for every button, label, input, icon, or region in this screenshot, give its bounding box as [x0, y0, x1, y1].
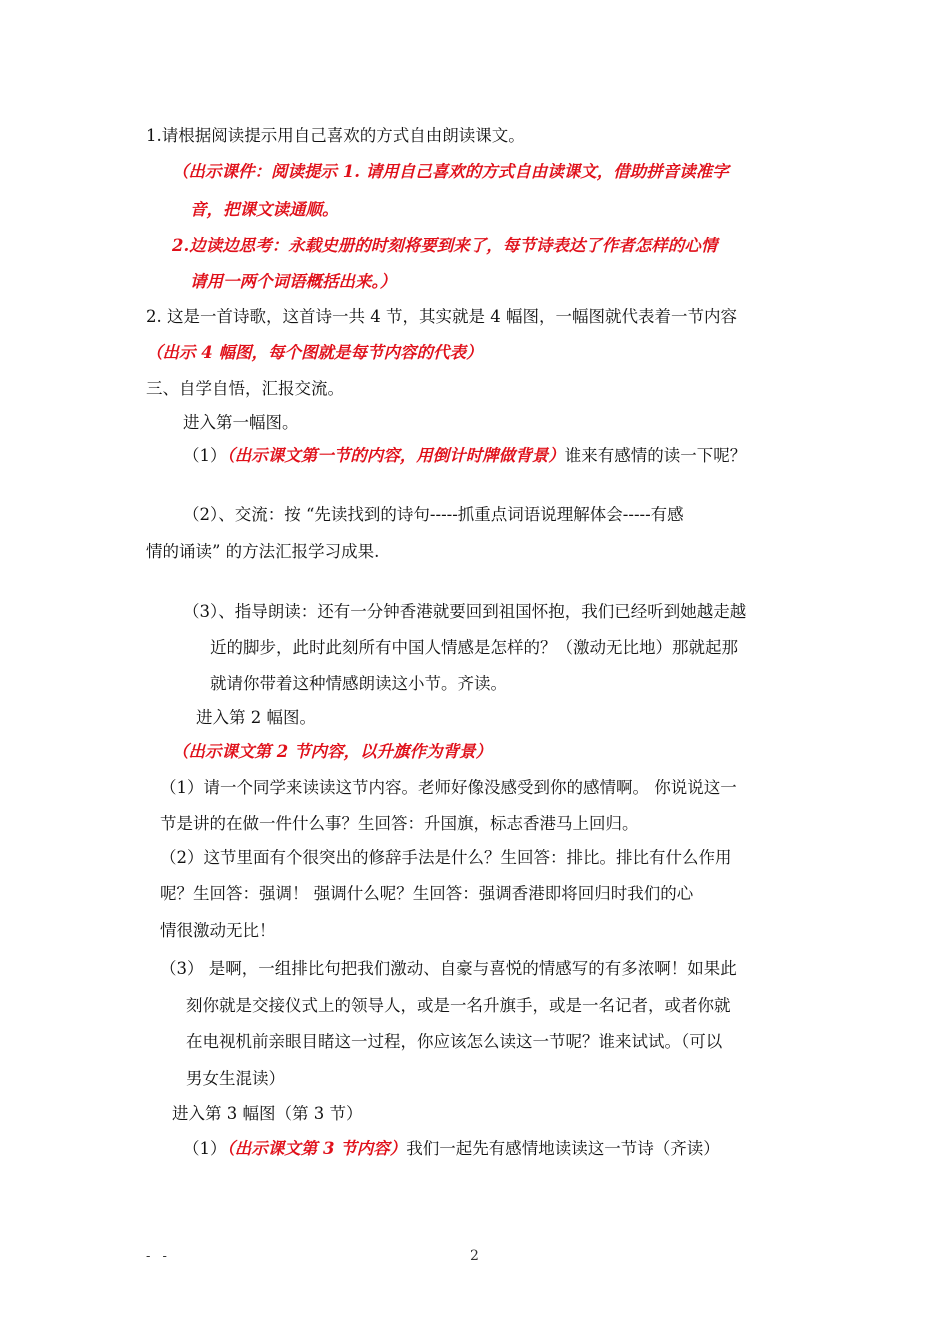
text-line: 节是讲的在做一件什么事？生回答：升国旗，标志香港马上回归。 [160, 814, 639, 833]
text-line: 进入第一幅图。 [183, 413, 299, 432]
text-line: 2. 这是一首诗歌，这首诗一共 4 节，其实就是 4 幅图，一幅图就代表着一节内容 [146, 307, 737, 326]
text-line: 呢？生回答：强调！ 强调什么呢？生回答：强调香港即将回归时我们的心 [160, 884, 694, 903]
highlight-line: 请用一两个词语概括出来。） [190, 272, 397, 291]
highlight-text: （出示课文第一节的内容，用倒计时牌做背景） [226, 446, 565, 465]
highlight-line: 2.边读边思考：永载史册的时刻将要到来了，每节诗表达了作者怎样的心情 [172, 236, 718, 255]
text-line: 男女生混读） [186, 1069, 285, 1088]
text-line: 进入第 2 幅图。 [196, 708, 316, 727]
text-line: （2）这节里面有个很突出的修辞手法是什么？生回答：排比。排比有什么作用 [160, 848, 732, 867]
text: 我们一起先有感情地读读这一节诗（齐读） [406, 1139, 720, 1158]
text-line: （3） 是啊，一组排比句把我们激动、自豪与喜悦的情感写的有多浓啊！如果此 [160, 959, 737, 978]
text-line: （1）请一个同学来读读这节内容。老师好像没感受到你的感情啊。 你说说这一 [160, 778, 737, 797]
page-number: 2 [470, 1248, 479, 1264]
text-line: 就请你带着这种情感朗读这小节。齐读。 [210, 674, 507, 693]
text-line: （3）、指导朗读：还有一分钟香港就要回到祖国怀抱，我们已经听到她越走越 [183, 602, 747, 621]
text-line: 刻你就是交接仪式上的领导人，或是一名升旗手，或是一名记者，或者你就 [186, 996, 731, 1015]
text-line: 进入第 3 幅图（第 3 节） [172, 1104, 363, 1123]
footer-mark: - - [146, 1249, 171, 1264]
item-number: （1） [183, 446, 227, 465]
highlight-line: 音，把课文读通顺。 [190, 200, 339, 219]
mixed-line [183, 444, 746, 468]
text-line: 1.请根据阅读提示用自己喜欢的方式自由朗读课文。 [146, 126, 525, 145]
highlight-line: （出示课文第 2 节内容，以升旗作为背景） [172, 742, 492, 761]
highlight-text: （出示课文第 3 节内容） [226, 1139, 407, 1158]
highlight-line: （出示 4 幅图，每个图就是每节内容的代表） [146, 343, 483, 362]
item-number: （1） [183, 1139, 227, 1158]
text-line: 在电视机前亲眼目睹这一过程，你应该怎么读这一节呢？谁来试试。（可以 [186, 1032, 723, 1051]
highlight-line: （出示课件：阅读提示 1. 请用自己喜欢的方式自由读课文，借助拼音读准字 [172, 162, 729, 181]
section-heading: 三、自学自悟，汇报交流。 [146, 379, 344, 398]
text-line: 情很激动无比！ [160, 921, 276, 940]
text-line: 近的脚步，此时此刻所有中国人情感是怎样的？（激动无比地）那就起那 [210, 638, 738, 657]
text-line: （2）、交流：按 “先读找到的诗句-----抓重点词语说理解体会-----有感 [183, 505, 684, 524]
text-line: 情的诵读” 的方法汇报学习成果. [146, 542, 380, 561]
text: 谁来有感情的读一下呢？ [564, 446, 747, 465]
mixed-line [183, 1137, 720, 1161]
